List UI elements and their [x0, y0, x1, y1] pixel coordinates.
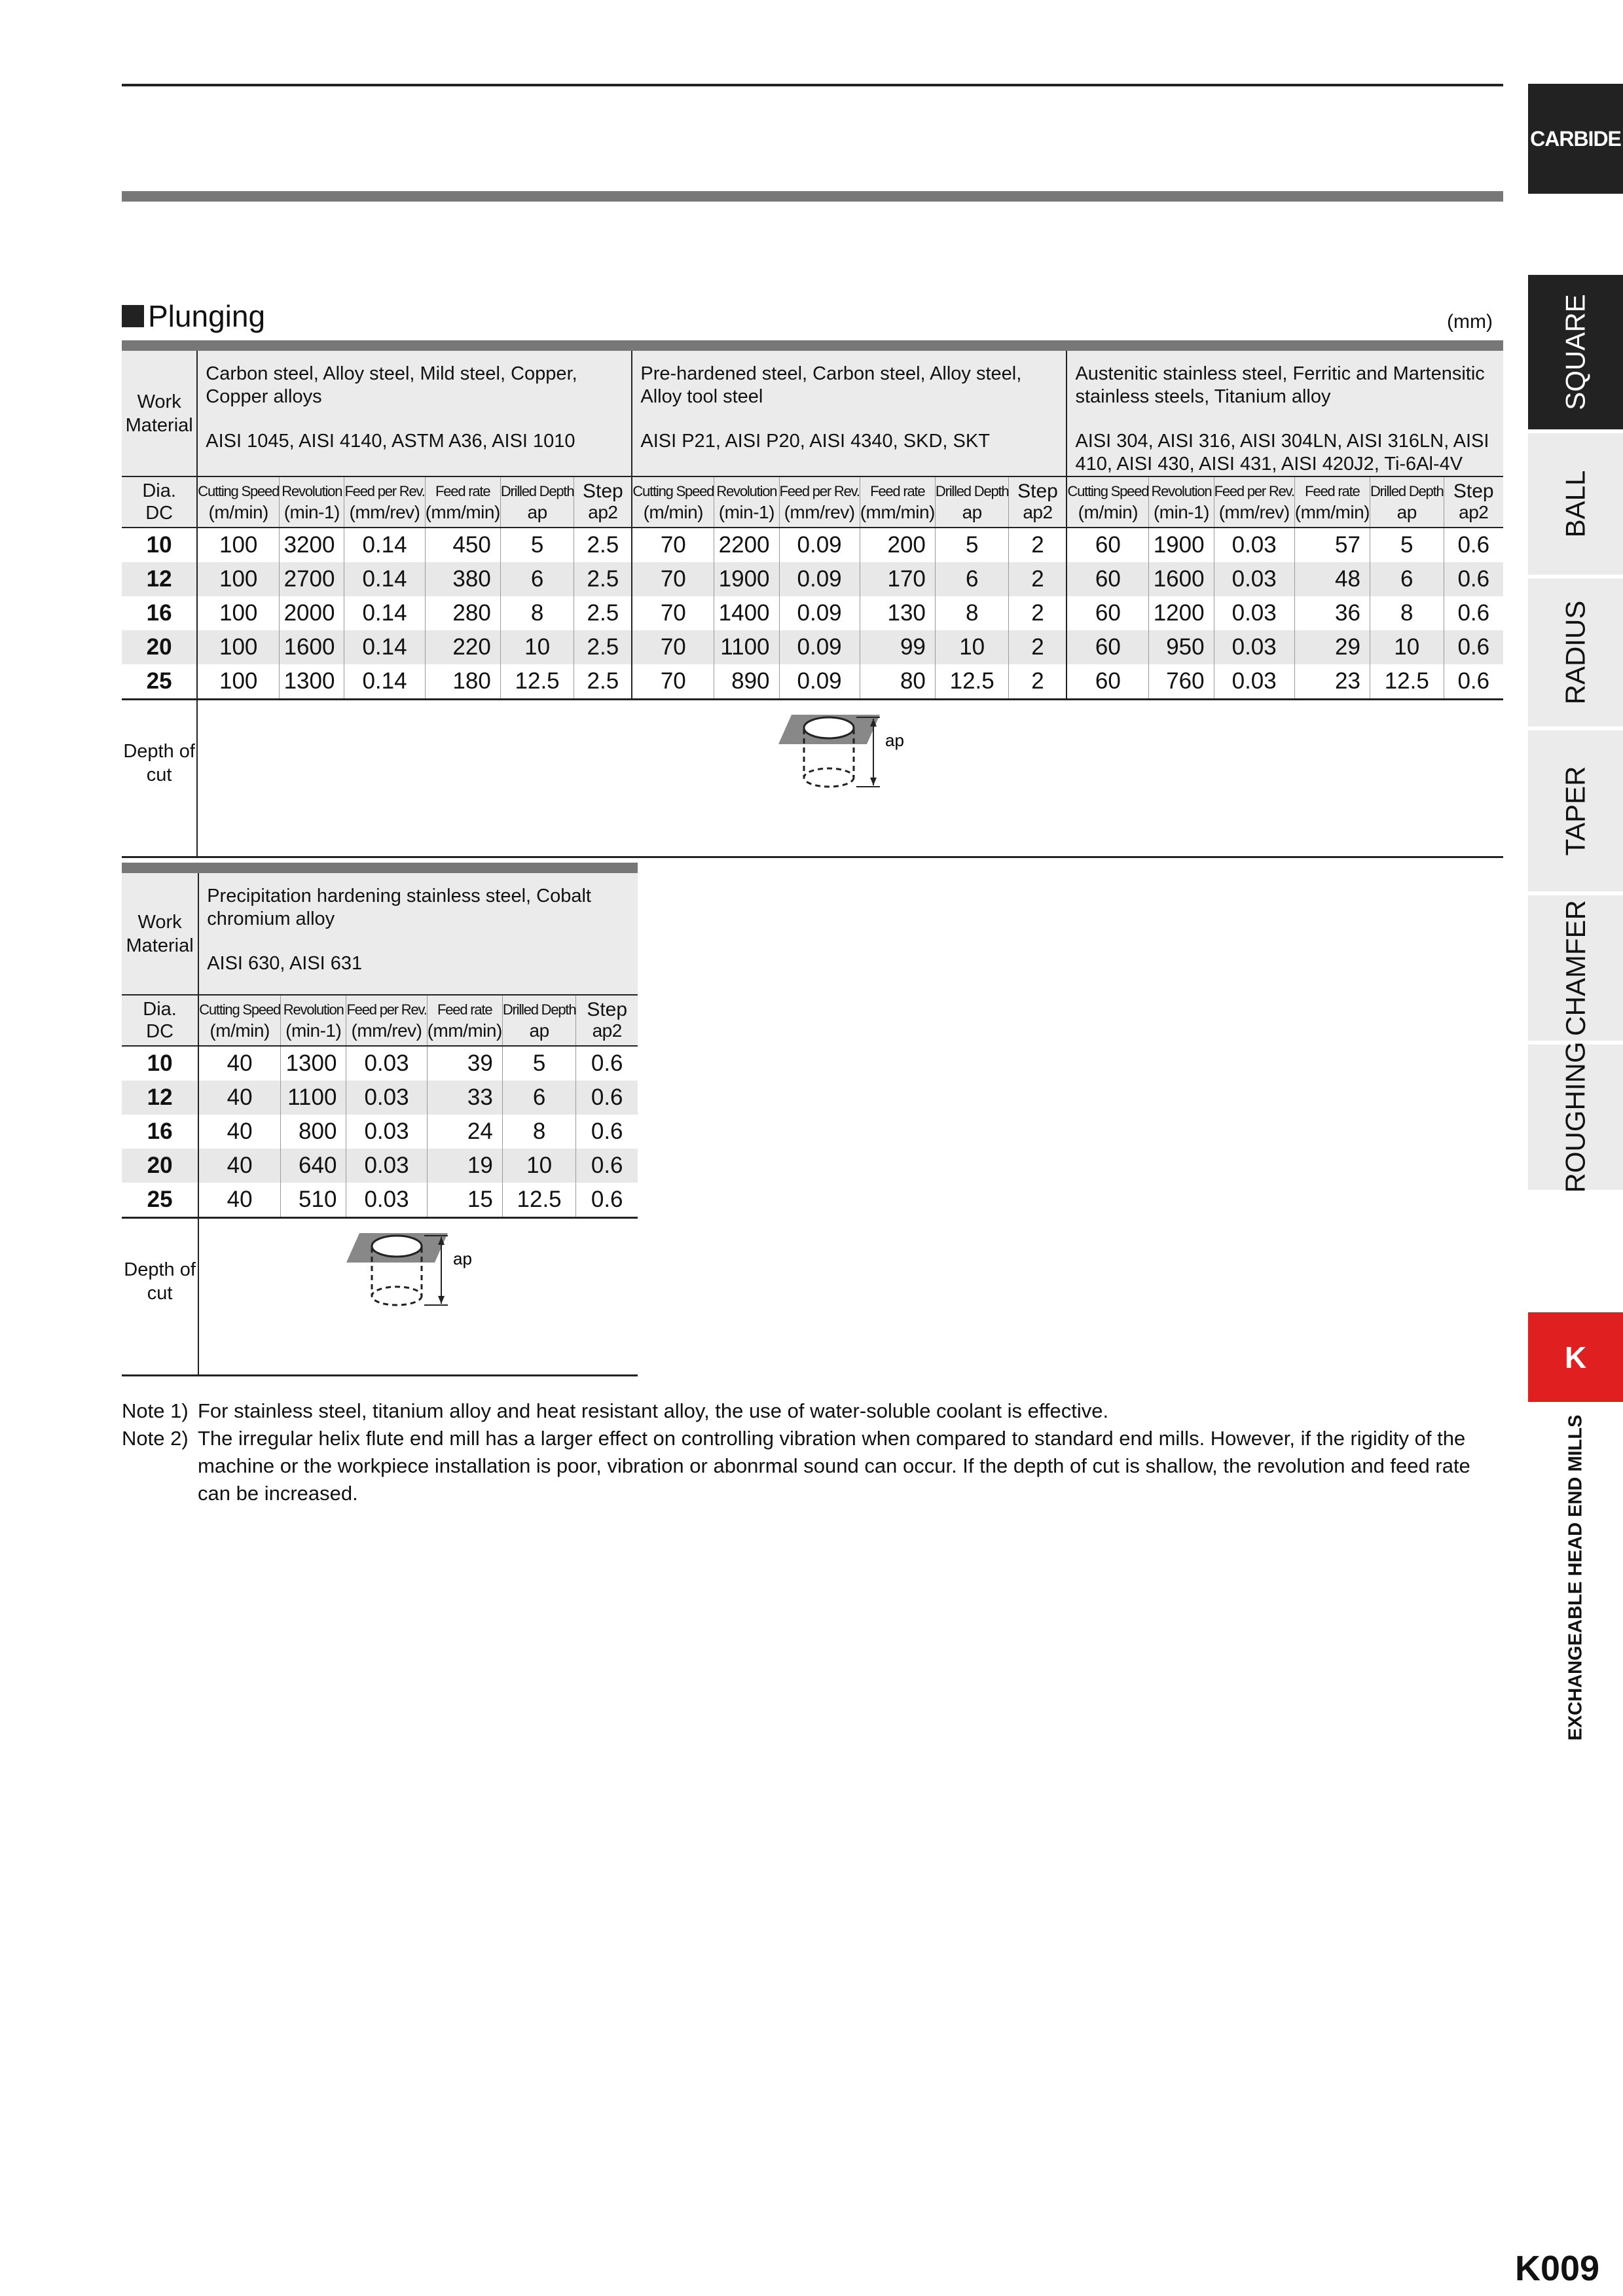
material-group-3 [1067, 351, 1503, 476]
tab-chamfer[interactable]: CHAMFER [1528, 895, 1623, 1041]
dia-header: Dia. DC [122, 476, 197, 528]
column-header: Drilled Depth ap [1370, 476, 1444, 528]
table-cell: 70 [632, 664, 714, 700]
table-cell: 40 [198, 1115, 280, 1149]
table-cell: 70 [632, 630, 714, 664]
column-header: Cutting Speed (m/min) [198, 995, 280, 1046]
table-cell: 2000 [280, 596, 344, 630]
table-cell: 6 [502, 1081, 576, 1115]
table-cell: 23 [1294, 664, 1370, 700]
table-cell: 0.6 [576, 1183, 638, 1218]
table-cell: 0.09 [779, 630, 860, 664]
table-cell: 99 [860, 630, 935, 664]
table-cell: 0.6 [1444, 664, 1503, 700]
table-cell: 380 [425, 562, 500, 596]
column-header: Cutting Speed (m/min) [197, 476, 279, 528]
table-cell: 0.03 [1214, 596, 1294, 630]
table-cell: 760 [1149, 664, 1214, 700]
table-cell: 0.6 [576, 1115, 638, 1149]
table-row [122, 664, 1503, 700]
table-cell: 1600 [1149, 562, 1214, 596]
column-header: Feed rate (mm/min) [427, 995, 502, 1046]
material-grades: AISI P21, AISI P20, AISI 4340, SKD, SKT [640, 431, 990, 452]
table-cell: 5 [935, 528, 1009, 562]
material-description: Austenitic stainless steel, Ferritic and Martensitic stainless steels, Titanium alloy [1075, 363, 1485, 407]
table-cell: 0.09 [779, 528, 860, 562]
table-cell: 70 [632, 562, 714, 596]
column-header: Feed per Rev. (mm/rev) [1214, 476, 1294, 528]
material-grades: AISI 630, AISI 631 [207, 953, 363, 974]
tab-taper[interactable]: TAPER [1528, 730, 1623, 891]
ap-label: ap [885, 730, 905, 750]
table-cell: 0.03 [346, 1115, 427, 1149]
table-row [122, 1183, 638, 1218]
tab-roughing[interactable]: ROUGHING [1528, 1045, 1623, 1190]
hole-top [804, 717, 854, 738]
column-header: Step ap2 [576, 995, 638, 1046]
table-cell: 180 [425, 664, 500, 700]
table-cell: 2.5 [574, 562, 632, 596]
depth-of-cut-label: Depth of cut [122, 700, 197, 857]
table-cell: 40 [198, 1149, 280, 1183]
table-cell: 1100 [714, 630, 779, 664]
table-cell: 39 [427, 1046, 502, 1081]
table-cell: 0.03 [346, 1149, 427, 1183]
table-cell: 1400 [714, 596, 779, 630]
table-row [122, 528, 1503, 562]
table-cell: 100 [197, 664, 279, 700]
material-description: Carbon steel, Alloy steel, Mild steel, Copper, Copper alloys [206, 363, 577, 407]
column-header: Revolution (min-1) [1149, 476, 1214, 528]
hole-bottom [804, 768, 854, 787]
table-cell: 2.5 [574, 630, 632, 664]
material-grades: AISI 1045, AISI 4140, ASTM A36, AISI 1010 [206, 431, 575, 452]
section-title: Plunging [122, 298, 265, 334]
depth-of-cut-label: Depth of cut [122, 1218, 198, 1376]
material-group-1 [198, 873, 638, 995]
table-cell: 8 [1370, 596, 1444, 630]
column-header: Feed per Rev. (mm/rev) [344, 476, 425, 528]
plunge-depth-diagram [775, 708, 926, 793]
page-number: K009 [1515, 2249, 1600, 2288]
table-cell: 2700 [280, 562, 344, 596]
table-cell: 2 [1009, 562, 1067, 596]
table-row [122, 630, 1503, 664]
tab-radius[interactable]: RADIUS [1528, 579, 1623, 726]
table-cell: 0.6 [1444, 630, 1503, 664]
cutting-conditions-table-1 [122, 340, 1503, 858]
table-cell: 0.09 [779, 596, 860, 630]
table-cell: 5 [502, 1046, 576, 1081]
table-cell: 0.03 [1214, 630, 1294, 664]
table-cell: 60 [1067, 596, 1148, 630]
column-header: Drilled Depth ap [500, 476, 574, 528]
table-cell: 220 [425, 630, 500, 664]
dia-header: Dia. DC [122, 995, 198, 1046]
table-cell: 8 [935, 596, 1009, 630]
table-cell: 80 [860, 664, 935, 700]
table-cell: 29 [1294, 630, 1370, 664]
dia-value: 20 [122, 630, 197, 664]
table-cell: 0.6 [576, 1081, 638, 1115]
table-cell: 5 [1370, 528, 1444, 562]
column-header: Step ap2 [1444, 476, 1503, 528]
column-header: Revolution (min-1) [714, 476, 779, 528]
table-cell: 2.5 [574, 664, 632, 700]
table-cell: 8 [500, 596, 574, 630]
table-cell: 10 [500, 630, 574, 664]
cutting-conditions-table-2 [122, 863, 638, 1376]
dia-value: 12 [122, 562, 197, 596]
table-cell: 100 [197, 596, 279, 630]
table-cell: 19 [427, 1149, 502, 1183]
table-cell: 15 [427, 1183, 502, 1218]
column-header: Feed rate (mm/min) [1294, 476, 1370, 528]
table-cell: 24 [427, 1115, 502, 1149]
material-group-2 [632, 351, 1067, 476]
table-cell: 0.6 [576, 1149, 638, 1183]
table-cell: 0.6 [1444, 528, 1503, 562]
category-label: EXCHANGEABLE HEAD END MILLS [1565, 1414, 1586, 1740]
header-bar [122, 191, 1503, 202]
material-description: Pre-hardened steel, Carbon steel, Alloy steel, Alloy tool steel [640, 363, 1022, 407]
dia-value: 25 [122, 1183, 198, 1218]
table-cell: 0.14 [344, 630, 425, 664]
dia-value: 25 [122, 664, 197, 700]
table-row [122, 1115, 638, 1149]
table-cell: 450 [425, 528, 500, 562]
table-cell: 6 [935, 562, 1009, 596]
ap-label: ap [453, 1249, 473, 1268]
table-cell: 0.03 [346, 1081, 427, 1115]
column-header: Feed rate (mm/min) [425, 476, 500, 528]
column-header: Drilled Depth ap [935, 476, 1009, 528]
table-cell: 0.03 [1214, 562, 1294, 596]
table-row [122, 1046, 638, 1081]
table-cell: 2 [1009, 596, 1067, 630]
table-cell: 12.5 [935, 664, 1009, 700]
table-cell: 1200 [1149, 596, 1214, 630]
dia-value: 16 [122, 1115, 198, 1149]
table-cell: 8 [502, 1115, 576, 1149]
table-cell: 70 [632, 596, 714, 630]
material-grades: AISI 304, AISI 316, AISI 304LN, AISI 316LN, AISI 410, AISI 430, AISI 431, AISI 420J2, Ti-6Al-4V [1075, 431, 1489, 475]
dia-value: 20 [122, 1149, 198, 1183]
table-cell: 12.5 [502, 1183, 576, 1218]
table-cell: 0.14 [344, 664, 425, 700]
top-rule [122, 84, 1503, 86]
table-cell: 950 [1149, 630, 1214, 664]
table-row [122, 562, 1503, 596]
table-cell: 57 [1294, 528, 1370, 562]
square-bullet-icon [122, 305, 144, 327]
table-cell: 1300 [280, 664, 344, 700]
table-cell: 640 [281, 1149, 346, 1183]
column-header: Step ap2 [574, 476, 632, 528]
column-header: Cutting Speed (m/min) [1067, 476, 1148, 528]
table-cell: 890 [714, 664, 779, 700]
table-cell: 0.09 [779, 562, 860, 596]
table-cell: 12.5 [1370, 664, 1444, 700]
hole-top [372, 1236, 422, 1257]
table-cell: 0.14 [344, 596, 425, 630]
work-material-label: Work Material [122, 873, 198, 995]
table-row [122, 596, 1503, 630]
table-cell: 0.6 [1444, 596, 1503, 630]
tab-square[interactable]: SQUARE [1528, 275, 1623, 429]
carbide-tab: CARBIDE [1528, 84, 1623, 194]
table-cell: 200 [860, 528, 935, 562]
table-cell: 40 [198, 1183, 280, 1218]
table-cell: 2 [1009, 528, 1067, 562]
table-cell: 10 [502, 1149, 576, 1183]
table-cell: 0.03 [346, 1046, 427, 1081]
work-material-label: Work Material [122, 351, 197, 476]
column-header: Revolution (min-1) [280, 476, 344, 528]
table-cell: 6 [500, 562, 574, 596]
table-cell: 0.03 [1214, 528, 1294, 562]
table-cell: 1600 [280, 630, 344, 664]
table-cell: 100 [197, 630, 279, 664]
table-cell: 33 [427, 1081, 502, 1115]
table-cell: 60 [1067, 528, 1148, 562]
table-cell: 2 [1009, 664, 1067, 700]
table-cell: 510 [281, 1183, 346, 1218]
column-header: Cutting Speed (m/min) [632, 476, 714, 528]
column-header: Step ap2 [1009, 476, 1067, 528]
table-cell: 12.5 [500, 664, 574, 700]
tab-ball[interactable]: BALL [1528, 433, 1623, 575]
notes [122, 1397, 1503, 1507]
table-top-bar [122, 340, 1503, 351]
depth-of-cut-diagram-cell [198, 1218, 638, 1376]
dia-value: 16 [122, 596, 197, 630]
table-cell: 0.6 [1444, 562, 1503, 596]
unit-label: (mm) [1447, 311, 1493, 332]
table-cell: 2200 [714, 528, 779, 562]
dia-value: 10 [122, 528, 197, 562]
dia-value: 10 [122, 1046, 198, 1081]
table-cell: 2.5 [574, 596, 632, 630]
table-cell: 0.03 [1214, 664, 1294, 700]
table-cell: 40 [198, 1046, 280, 1081]
plunge-depth-diagram [343, 1227, 494, 1312]
column-header: Revolution (min-1) [281, 995, 346, 1046]
column-header: Feed per Rev. (mm/rev) [346, 995, 427, 1046]
material-group-1 [197, 351, 632, 476]
table-cell: 48 [1294, 562, 1370, 596]
table-cell: 0.14 [344, 562, 425, 596]
section-k-badge: K [1528, 1312, 1623, 1402]
table-cell: 0.14 [344, 528, 425, 562]
table-cell: 2.5 [574, 528, 632, 562]
table-cell: 100 [197, 528, 279, 562]
column-header: Feed rate (mm/min) [860, 476, 935, 528]
column-header: Feed per Rev. (mm/rev) [779, 476, 860, 528]
table-cell: 60 [1067, 664, 1148, 700]
table-cell: 1100 [281, 1081, 346, 1115]
column-header: Drilled Depth ap [502, 995, 576, 1046]
table-cell: 1900 [1149, 528, 1214, 562]
table-cell: 0.03 [346, 1183, 427, 1218]
table-cell: 10 [1370, 630, 1444, 664]
depth-of-cut-diagram-cell [197, 700, 1503, 857]
table-cell: 0.09 [779, 664, 860, 700]
table-cell: 6 [1370, 562, 1444, 596]
table-cell: 1900 [714, 562, 779, 596]
dia-value: 12 [122, 1081, 198, 1115]
note-2: Note 2) The irregular helix flute end mill has a larger effect on controlling vibration when compared to standard end mills. However, if the rigidity of the machine or the workpiece installation is poor, vibration or abonrmal sound can occur. If the depth of cut is shallow, the revolution and feed rate can be increased. [122, 1427, 1470, 1505]
table-cell: 60 [1067, 562, 1148, 596]
table-cell: 10 [935, 630, 1009, 664]
table-cell: 280 [425, 596, 500, 630]
table-cell: 100 [197, 562, 279, 596]
table-cell: 36 [1294, 596, 1370, 630]
table-cell: 60 [1067, 630, 1148, 664]
table-row [122, 1149, 638, 1183]
table-cell: 3200 [280, 528, 344, 562]
table-cell: 1300 [281, 1046, 346, 1081]
hole-bottom [372, 1287, 422, 1305]
table-cell: 800 [281, 1115, 346, 1149]
table-cell: 170 [860, 562, 935, 596]
table-cell: 2 [1009, 630, 1067, 664]
table-cell: 40 [198, 1081, 280, 1115]
table-row [122, 1081, 638, 1115]
table-top-bar [122, 863, 638, 873]
note-1: Note 1) For stainless steel, titanium alloy and heat resistant alloy, the use of water-soluble coolant is effective. [122, 1399, 1109, 1422]
material-description: Precipitation hardening stainless steel, Cobalt chromium alloy [207, 886, 591, 929]
table-cell: 130 [860, 596, 935, 630]
table-cell: 0.6 [576, 1046, 638, 1081]
table-cell: 70 [632, 528, 714, 562]
table-cell: 5 [500, 528, 574, 562]
